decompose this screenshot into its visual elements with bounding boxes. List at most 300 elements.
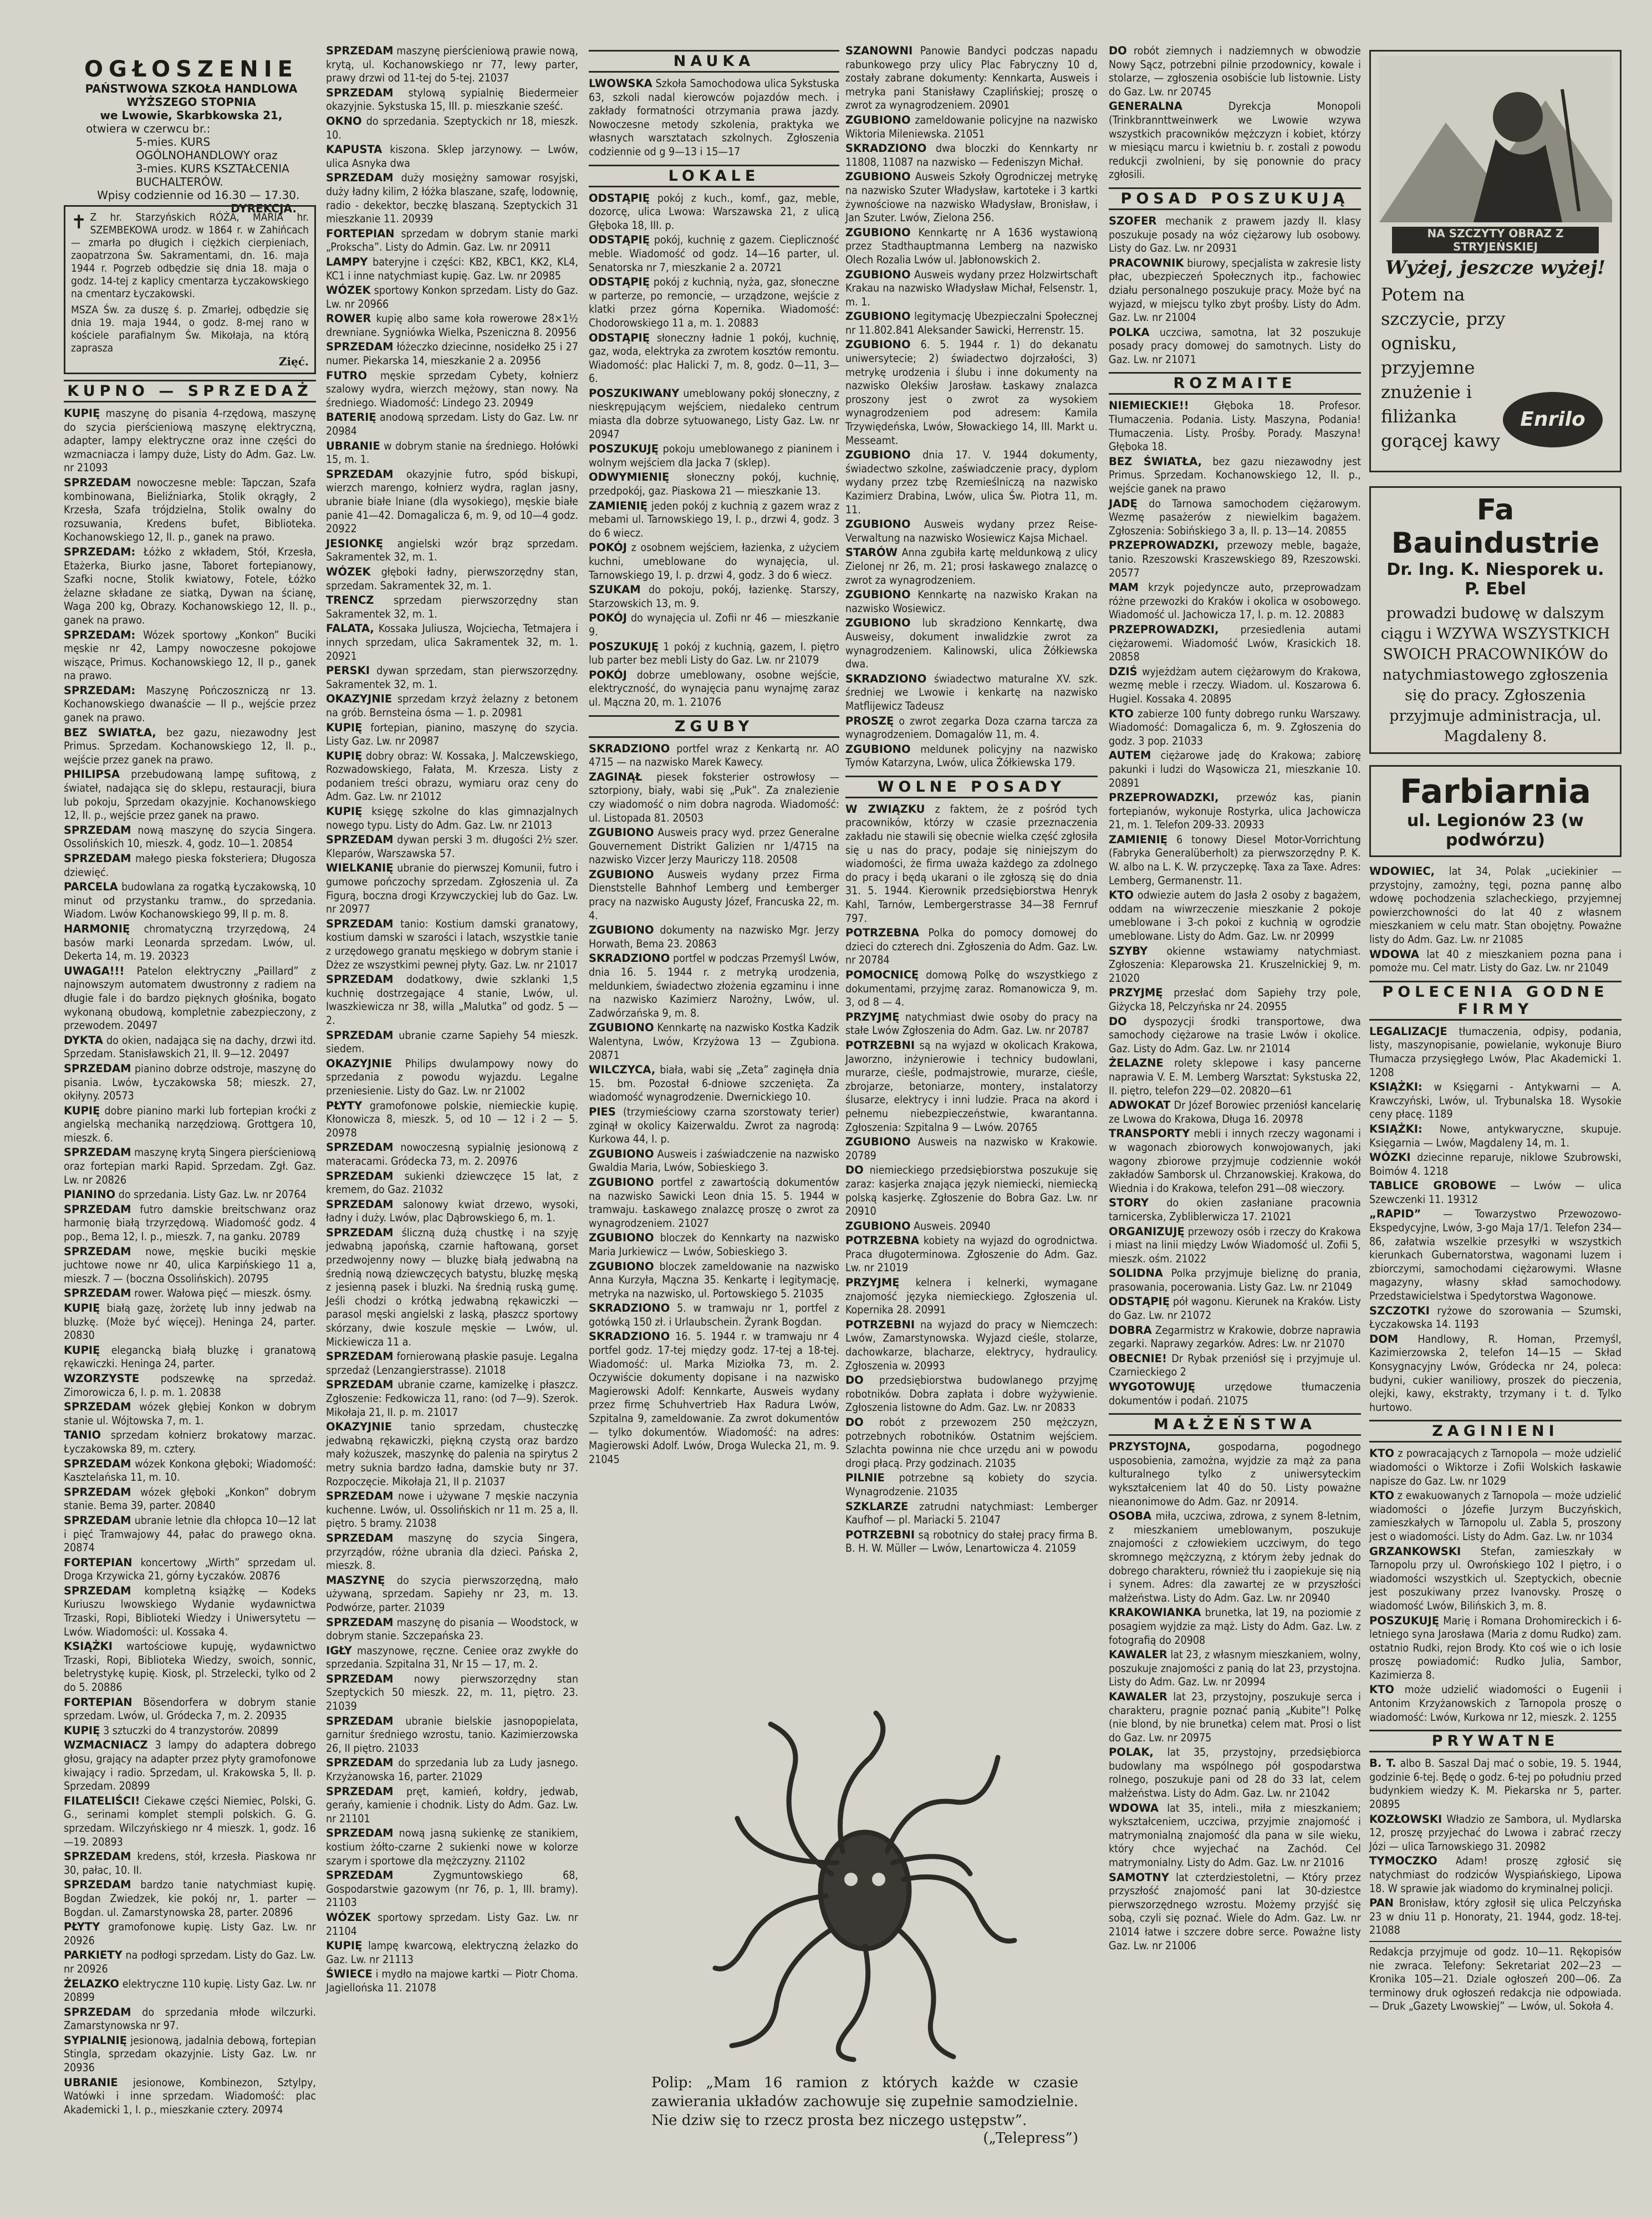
classified-ad — [845, 1500, 1098, 1527]
ad-text: pręt, kamień, kołdry, jedwab, gerańy, kamienie i chodnik. Listy do Adm. Gaz. Lw. nr 21101 — [326, 1785, 578, 1825]
coffee-text: Potem na szczycie, przy ognisku, przyjemne znużenie i filiżanka gorącej kawy — [1381, 284, 1506, 451]
ad-keyword: FALATA, — [326, 622, 374, 635]
ad-text: tłumaczenia, odpisy, podania, listy, maszynopisanie, powielanie, wykonuje Biuro Tłumacza przysięgłego Lwów, Plac Akademicki 1. 1208 — [1369, 1025, 1622, 1079]
ad-keyword: SKRADZIONO — [589, 952, 670, 965]
section-heading-lokale: LOKALE — [589, 165, 839, 187]
ad-keyword: WZORZYSTE — [64, 1372, 140, 1385]
ad-keyword: SPRZEDAM — [326, 1756, 394, 1770]
classified-ad — [326, 440, 578, 467]
classified-ad — [1109, 889, 1361, 943]
ad-keyword: SPRZEDAM — [64, 1202, 131, 1216]
ad-keyword: SPRZEDAM — [326, 1350, 394, 1363]
classified-ad — [589, 192, 839, 233]
ads-list-polecenia — [1369, 1025, 1622, 1415]
ad-keyword: KUPIĘ — [326, 749, 363, 762]
ad-keyword: KTO — [1109, 889, 1134, 902]
ad-keyword: KUPIĘ — [64, 1302, 100, 1314]
classified-ad — [845, 1220, 1098, 1234]
ad-text: z ewakuowanych z Tarnopola — może udzielić wiadomości o Józefie Jurzym Buczyńskich, zamieszkałych w Tarnopolu ul. Zabla 5, proszony jest o wiadomości. Listy do Adm. Gaz. Lw. nr 1034 — [1369, 1489, 1622, 1543]
ads-list-col5-top — [1109, 44, 1361, 182]
farbiarnia-ad — [1369, 765, 1622, 857]
coffee-caption: NA SZCZYTY OBRAZ Z STRYJEŃSKIEJ — [1392, 227, 1599, 253]
ad-text: Ausweis. 20940 — [914, 1219, 991, 1232]
ad-keyword: SPRZEDAM — [326, 1028, 394, 1042]
ad-keyword: ROWER — [326, 312, 371, 325]
ad-text: piesek foksterier ostrowłosy — sztorpiony, biały, wabi się „Puk”. Za znalezienie czy wiadomość o nim dobra nagroda. Wiadomość: ul. Listopada 81. 20503 — [589, 770, 839, 824]
classified-ad — [326, 468, 578, 536]
ad-text: Maszynę Pończoszniczą nr 13. Kochanowskiego dwanaście — II p., wejście przez ganek na prawo. — [64, 684, 316, 725]
ad-keyword: MASZYNĘ — [326, 1573, 385, 1587]
classified-ad — [64, 1203, 316, 1244]
ad-keyword: SPRZEDAM — [326, 1531, 394, 1545]
ad-keyword: GENERALNA — [1109, 100, 1182, 113]
ad-text: Anna zgubiła kartę meldunkową z ulicy Zielonej nr 26, m. 21; prosi łaskawego znalazcę o zwrot za wynagrodzeniem. — [845, 546, 1098, 587]
ad-keyword: JESIONKĘ — [326, 537, 384, 550]
classified-ad — [1109, 749, 1361, 790]
classified-ad — [1109, 215, 1361, 256]
ad-text: Bösendorfera w dobrym stanie sprzedam. Lwów, ul. Gródecka 7, m. 2. 20935 — [64, 1695, 316, 1722]
ads-list-malzenstwa — [1109, 1440, 1361, 1953]
classified-ad — [326, 1141, 578, 1168]
ad-keyword: SZOFER — [1109, 214, 1157, 227]
classified-ad — [326, 312, 578, 339]
ad-text: robót ziemnych i nadziemnych w obwodzie Nowy Sącz, potrzebni pilnie przodownicy, kowale i stolarze, — zgłoszenia osobiście lub listownie. Listy do Gaz. Lw. nr 20745 — [1109, 44, 1361, 98]
classified-ad — [845, 114, 1098, 141]
classified-ad — [589, 276, 839, 330]
classified-ad — [845, 1528, 1098, 1556]
ad-keyword: ZGUBIONO — [845, 310, 911, 323]
announcement-line: 5-mies. KURS OGÓLNOHANDLOWY oraz — [136, 135, 278, 162]
column-2 — [326, 44, 578, 1996]
ad-keyword: PROSZĘ — [845, 714, 894, 727]
ad-text: z powracających z Tarnopola — może udzielić wiadomości o Wiktorze i Zofii Wolskich łaskawie napisze do Gaz. Lw. nr 1029 — [1369, 1447, 1622, 1487]
ad-keyword: KAPUSTA — [326, 143, 383, 156]
classified-ad — [1369, 1081, 1622, 1122]
ad-keyword: ZGUBIONO — [845, 268, 911, 281]
ad-keyword: ZGUBIONO — [845, 449, 911, 462]
ad-keyword: OKAZYJNIE — [326, 1057, 392, 1070]
ad-text: do okien, nadająca się na dachy, drzwi itd. Sprzedam. Stanisławskich 21, II. 9—12. 20497 — [64, 1033, 316, 1061]
ad-keyword: JADĘ — [1109, 497, 1138, 510]
ad-keyword: SPRZEDAM — [326, 1869, 394, 1882]
ad-keyword: BEZ ŚWIATŁA, — [1109, 455, 1202, 468]
classified-ad — [1109, 1440, 1361, 1508]
ad-keyword: SPRZEDAM — [64, 1457, 131, 1470]
ad-text: przewóz kas, pianin fortepianów, wykonuje Rostyrka, ulica Jachowicza 21, m. 1. Telefon 209-33. 20933 — [1109, 791, 1361, 832]
classified-ad — [845, 1011, 1098, 1038]
ad-keyword: SPRZEDAM — [326, 1827, 394, 1840]
ad-keyword: PIANINO — [64, 1188, 116, 1201]
classified-ad — [845, 170, 1098, 225]
ad-keyword: WYGOTOWUJĘ — [1109, 1380, 1196, 1394]
ads-list-col6-top — [1369, 865, 1622, 975]
section-heading-malzenstwa: MAŁŻEŃSTWA — [1109, 1413, 1361, 1436]
classified-ad — [1369, 1545, 1622, 1613]
ad-text: zabierze 100 funty dobrego runku Warszawy. Wiadomość: Domagalicza 6, m. 9. Zgłoszenia do godz. 3 pop. 21033 — [1109, 707, 1361, 747]
ad-keyword: POTRZEBNI — [845, 1318, 915, 1331]
ad-keyword: „RAPID” — [1369, 1207, 1421, 1221]
ad-text: sukienki dziewczęce 15 lat, z kremem, do Gaz. 21032 — [326, 1169, 578, 1196]
ad-text: krzyk pojedyncze auto, przeprowadzam różne przewozki do Kraków i okolica w osobowego. Wiadomość ul. Jachowicza 17, I. p. m. 12. 20883 — [1109, 581, 1361, 621]
ad-text: śliczną dużą chustkę i na szyję jedwabną japońską, czarnie haftowaną, gorset przedwojenny nowy — bluzkę białą jedwabną na średnią nową dziewczęcych batystu, bluzkę męską z jesienną pasek i bluzki. Na średnią ruską gumę. Jeśli chodzi o krótką jedwabną rękawiczki — parasol męski angielski z laską, płaszcz sportowy skórzany, dwie koszule męskie — Lwów, ul. Mickiewicza 11 a. — [326, 1226, 578, 1348]
obituary-mass: MSZA Św. za duszę ś. p. Zmarłej, odbędzie się dnia 19. maja 1944, o godz. 8-mej rano w kościele parafialnym Św. Mikołaja, na którą zaprasza — [71, 304, 309, 354]
ad-keyword: POKÓJ — [589, 611, 627, 625]
classified-ad — [1369, 1304, 1622, 1332]
ad-text: są na wyjazd w okolicach Krakowa, Jaworzno, inżynierowie i technicy budowlani, murarze, cieśle, podmajstrowie, murarze, cieśle, zbrojarze, betoniarze, montery, instalatorzy ślusarze, elektrycy i inni ludzie. Praca na akord i pełnemu niebezpieczeństwie, kwarantanna. Zgłoszenia: Szpitalna 9 — Lwów. 20765 — [845, 1038, 1098, 1134]
ad-text: do sprzedania. Szeptyckich nr 18, mieszk. 10. — [326, 114, 578, 141]
ad-text: Głęboka 18. Profesor. Tłumaczenia. Podania. Listy. Maszyna, Podania! Tłumaczenia. Listy. Prośby. Porady. Maszyna! Głęboka 18. — [1109, 399, 1361, 453]
ad-keyword: PARCELA — [64, 880, 118, 894]
classified-ad — [1109, 497, 1361, 538]
ad-keyword: BEZ SWIATŁA, — [64, 726, 156, 739]
ad-keyword: PERSKI — [326, 664, 370, 677]
ad-text: futro damskie breitschwanz oraz harmonię białą trzyrzędową. Wiadomość godz. 4 pop., Bema 12, I. p., mieszk. 7, na ganku. 20789 — [64, 1202, 316, 1243]
classified-ad — [64, 1978, 316, 2005]
classified-ad — [589, 868, 839, 923]
classified-ad — [1109, 539, 1361, 580]
ad-keyword: DO — [845, 1374, 864, 1387]
classified-ad — [64, 1584, 316, 1639]
ad-keyword: FORTEPIAN — [326, 227, 395, 240]
ad-text: i mydło na majowe kartki — Piotr Choma. Jagiellońska 11. 21078 — [326, 1968, 578, 1994]
column-4 — [845, 44, 1098, 1557]
ad-text: mebli i innych rzeczy wagonami i w wagonach zbiorowych konwojowanych, jaki wagony zbiorowe przyjmuje codziennie wokół zakładów Samborsk ul. Chrzanowskiej. Krakowa, do Wiednia i do Krakowa, telefon 291—08 wieczory. — [1109, 1127, 1362, 1195]
ad-keyword: PRACOWNIK — [1109, 256, 1184, 269]
ad-keyword: HARMONIĘ — [64, 922, 130, 935]
ad-keyword: TANIO — [64, 1429, 101, 1442]
ad-keyword: SPRZEDAM — [326, 1378, 394, 1392]
ad-text: (trzymieściowy czarna szorstowaty terier) zginął w okolicy Kaizerwaldu. Zwrot za nagrodą: Kurkowa 44, I. p. — [589, 1105, 839, 1146]
ad-keyword: SKRADZIONO — [845, 142, 927, 155]
ad-text: wózek Konkona głęboki; Wiadomość: Kasztelańska 11, m. 10. — [64, 1457, 316, 1484]
classified-ad — [64, 824, 316, 851]
ad-text: dobry obraz: W. Kossaka, J. Malczewskiego, Rozwadowskiego, Fałata, M. Krzesza. Listy z podaniem treści obrazu, wymiaru oraz ceny do Adm. Gaz. Lw. nr 21012 — [326, 749, 579, 803]
classified-ad — [1109, 1606, 1361, 1647]
classified-ad — [1369, 948, 1622, 975]
classified-ad — [1109, 44, 1361, 99]
ad-keyword: ZGUBIONO — [589, 1021, 654, 1034]
obituary-text: Z hr. Starzyńskich RÓŻA, MARIA hr. SZEMBEKOWA urodz. w 1864 r. w Zahińcach — zmarła po długich i ciężkich cierpieniach, zaopatrzona Św. Sakramentami, dn. 16. maja 1944 r. Pogrzeb odbędzie się dnia 18. maja o godz. 14-tej z kaplicy cmentarza Łyczakowskiego na cmentarz Łyczakowski. — [71, 211, 309, 300]
classified-ad — [1369, 1897, 1622, 1938]
ad-text: do okien zasłaniane pracownia tarnicerska, Zybliblerwicza 17. 21021 — [1109, 1196, 1361, 1223]
ad-keyword: ZGUBIONO — [845, 338, 911, 351]
ad-text: Ausweis pracy wyd. przez Generalne Gouvernement Distrikt Galizien nr 1/4715 na nazwisko Vizcer Jerzy Mauriczy 118. 20508 — [589, 826, 839, 867]
classified-ad — [64, 923, 316, 964]
ad-text: urzędowe tłumaczenia dokumentów i podań. 21075 — [1109, 1380, 1361, 1407]
ad-text: do wynajęcia ul. Zofii nr 46 — mieszkanie 9. — [589, 611, 839, 638]
ad-keyword: SPRZEDAM — [326, 1714, 394, 1727]
ad-text: meldunek policyjny na nazwisko Tymów Katarzyna, Lwów, ulica Żółkiewska 179. — [845, 742, 1098, 769]
classified-ad — [589, 1260, 839, 1301]
ad-keyword: SPRZEDAM — [326, 171, 394, 185]
classified-ad — [1109, 986, 1361, 1013]
ad-text: nową maszynę do szycia Singera. Ossolińskich 10, mieszk. 4, godz. 10—1. 20854 — [64, 823, 316, 850]
classified-ad — [589, 826, 839, 867]
classified-ad — [845, 518, 1098, 545]
ad-text: bez gazu, niezawodny Jest Primus. Sprzedam. Kochanowskiego 12, II. p., wejście przez ganek na prawo. — [64, 726, 316, 766]
classified-ad — [64, 1302, 316, 1343]
classified-ad — [64, 1188, 316, 1202]
ad-keyword: ŚWIECE — [326, 1968, 373, 1981]
classified-ad — [589, 1330, 839, 1466]
ad-text: maszynę do pisania 4-rzędową, maszynę do szycia pierścieniową maszynę elektryczną, adapter, lampy elektryczne oraz inne części do wzmacniacza i lampy duże, Listy do Adm. Gaz. Lw. nr 21093 — [64, 407, 316, 475]
classified-ad — [589, 1063, 839, 1104]
classified-ad — [1109, 1015, 1361, 1056]
ad-text: okienne wstawiamy natychmiast. Zgłoszenia: Kleparowska 21. Kruszelnickiej 9, m. 21020 — [1109, 944, 1361, 985]
classified-ad — [64, 1034, 316, 1061]
classified-ad — [845, 1039, 1098, 1134]
classified-ad — [1369, 1813, 1622, 1854]
ad-text: Adam! proszę zgłosić się natychmiast do rodziców Wyspiańskiego, Lipowa 18. W sprawie jak wiadomo do kryminalnej policji. — [1369, 1854, 1622, 1895]
classified-ad — [845, 226, 1098, 267]
ad-text: gospodarna, pogodnego usposobienia, zamożna, wyjdzie za mąż za pana kulturalnego tylko z uniwersyteckim wykształceniem lat 40 do 50. Listy poważne nieanonimowe do Adm. Gaz. nr 20914. — [1109, 1440, 1361, 1508]
ad-text: Polka przyjmuje bieliznę do prania, prasowania, pocerowania. Listy Gaz. Lw. nr 21049 — [1109, 1267, 1361, 1293]
classified-ad — [326, 1673, 578, 1714]
ad-text: koncertowy „Wirth” sprzedam ul. Droga Krzywicka 21, górny Łyczaków. 20876 — [64, 1556, 316, 1583]
ad-text: lub skradziono Kennkartę, dwa Ausweisy, dokument inwalidzkie zwrot za wynagrodzeniem. Kalinowski, ulica Żółkiewska dwa. — [845, 616, 1098, 671]
ad-text: bateryjne i części: KB2, KBC1, KK2, KL4, KC1 i inne natychmiast kupię. Gaz. Lw. nr 20985 — [326, 255, 578, 282]
classified-ad — [1109, 1324, 1361, 1351]
classified-ad — [589, 500, 839, 541]
classified-ad — [1109, 1127, 1361, 1195]
ad-keyword: PRZEPROWADZKI, — [1109, 539, 1219, 552]
ad-keyword: KUPIĘ — [326, 721, 363, 734]
classified-ad — [1109, 399, 1361, 453]
bauindustrie-title: Fa Bauindustrie — [1391, 493, 1600, 560]
ad-text: Patelon elektryczny „Paillard” z najnowszym automatem dwustronny z radiem na długie fale i do bardzo pięknych głośnika, bogato wykonaną obudową, kompletnie zabezpieczony, z przewodem. 20497 — [64, 964, 316, 1032]
classified-ad — [1109, 707, 1361, 748]
classified-ad — [64, 1949, 316, 1976]
ad-keyword: WILCZYCA, — [589, 1063, 656, 1077]
ad-text: Władzio ze Sambora, ul. Mydlarska 12, proszę przyjechać do Lwowa i zabrać rzeczy Józi — ulica Tarnowskiego 31. 20982 — [1369, 1812, 1622, 1853]
classified-ad — [1109, 581, 1361, 622]
classified-ad — [64, 1344, 316, 1371]
ad-keyword: SZKLARZE — [845, 1500, 909, 1513]
ad-text: głęboki ładny, pierwszorzędny stan, sprzedam. Sakramentek 32, m. 1. — [326, 565, 578, 592]
ad-keyword: SPRZEDAM — [64, 1584, 131, 1597]
ad-keyword: SPRZEDAM — [326, 1169, 394, 1183]
ad-keyword: ZGUBIONO — [589, 1231, 654, 1245]
ad-text: lat 40 z mieszkaniem pozna pana i pomoże mu. Cel matr. Listy do Gaz. Lw. nr 21049 — [1369, 947, 1622, 975]
ad-text: Polka do pomocy domowej do dzieci do czterech dni. Zgłoszenia do Adm. Gaz. Lw. nr 20784 — [845, 926, 1098, 967]
ad-text: świadectwo maturalne XV. szk. średniej we Lwowie i kenkartę na nazwisko Matflijewicz Tadeusz — [845, 672, 1098, 712]
ad-text: ciężarowe jadę do Krakowa; zabiorę pakunki i ludzi do Wąsowicza 21, mieszkanie 10. 20891 — [1109, 749, 1361, 789]
ad-text: Bronisław, który zgłosił się ulica Pelczyńska 23 w dniu 11 p. Honoraty, 21. 1944, godz. 18-tej. 21088 — [1369, 1897, 1622, 1937]
ad-text: pianino dobrze odstroje, maszynę do pisania. Lwów, Łyczakowska 58; mieszk. 27, okiłyny. 20573 — [64, 1062, 316, 1103]
ad-keyword: ZGUBIONO — [589, 826, 654, 839]
ads-list-kupno-2 — [326, 44, 578, 1995]
bauindustrie-ad — [1369, 486, 1622, 754]
ad-keyword: POTRZEBNA — [845, 926, 919, 940]
ad-keyword: STORY — [1109, 1196, 1149, 1210]
classified-ad — [64, 1850, 316, 1877]
classified-ad — [1109, 455, 1361, 496]
ad-text: do sprzedania młode wilczurki. Zamarstynowska nr 97. — [64, 2005, 316, 2032]
ad-keyword: FUTRO — [326, 369, 368, 382]
ad-keyword: PRZYJMĘ — [845, 1010, 900, 1023]
ad-keyword: ZAGINĄŁ — [589, 770, 643, 783]
classified-ad — [1369, 1614, 1622, 1683]
ad-text: nowe, męskie buciki męskie juchtowe nowe nr 40, ulica Karpińskiego 11 a, mieszk. 7 — (boczna Ossolińskich). 20795 — [64, 1245, 316, 1285]
ad-text: ubranie czarne Sapiehy 54 mieszk. siedem. — [326, 1028, 578, 1056]
ad-keyword: SPRZEDAM — [64, 1062, 131, 1075]
ad-keyword: SPRZEDAM: — [64, 545, 136, 558]
ad-keyword: KRAKOWIANKA — [1109, 1606, 1201, 1619]
ad-keyword: LAMPY — [326, 255, 368, 268]
ad-keyword: ZGUBIONO — [845, 170, 911, 184]
classified-ad — [326, 284, 578, 311]
ad-keyword: ORGANIZUJĘ — [1109, 1225, 1185, 1238]
ad-keyword: DO — [1109, 1015, 1127, 1028]
classified-ad — [1109, 257, 1361, 325]
ad-keyword: BATERIĘ — [326, 411, 376, 424]
classified-ad — [326, 537, 578, 564]
ad-text: pokój z kuch., komf., gaz, meble, dozorcę, ulica Lwowa: Warszawska 21, z ulicą Głęboka 18, III. p. — [589, 191, 839, 232]
ad-keyword: WDOWA — [1109, 1801, 1159, 1815]
ad-text: dodatkowy, dwie szklanki 1,5 kuchnię dostrzegające 4 stanie, Lwów, ul. Iwaszkiewicza nr 38, willa „Malutka” od godz. 5 — 2. — [326, 973, 578, 1027]
classified-ad — [326, 1911, 578, 1938]
ad-keyword: KSIĄŻKI — [64, 1640, 113, 1653]
ad-keyword: KUPIĘ — [326, 1939, 363, 1953]
ad-text: rolety sklepowe i kasy pancerne naprawia V. E. M. Lemberg Warsztat: Sykstuska 22, II. piętro, telefon 229—02. 20820—61 — [1109, 1057, 1361, 1097]
section-heading-nauka: NAUKA — [589, 50, 839, 73]
ad-text: pół wagonu. Kierunek na Kraków. Listy do Gaz. Lw. nr 21072 — [1109, 1295, 1361, 1322]
ad-text: do pokoju, pokój, łazienkę. Starszy, Starzowskich 13, m. 9. — [589, 583, 839, 610]
classified-ad — [589, 924, 839, 951]
classified-ad — [326, 411, 578, 438]
ad-text: Kennkartę na nazwisko Kostka Kadzik Walentyna, Lwów, Krzyżowa 13 — Zgubiona. 20871 — [589, 1021, 839, 1062]
ad-keyword: ŻELAZNE — [1109, 1057, 1164, 1070]
ad-keyword: KUPIĘ — [64, 407, 100, 420]
section-heading-rozmaite: ROZMAITE — [1109, 372, 1361, 395]
ad-text: maszynę do pisania — Woodstock, w dobrym stanie. Szczepańska 23. — [326, 1615, 578, 1643]
ad-keyword: SPRZEDAM — [64, 476, 131, 489]
column-3 — [589, 44, 839, 1467]
divider — [1369, 1941, 1622, 1942]
classified-ad — [326, 1574, 578, 1615]
classified-ad — [64, 1878, 316, 1919]
classified-ad — [1109, 1352, 1361, 1379]
ad-keyword: PRZEPROWADZKI, — [1109, 791, 1219, 804]
ad-keyword: OSOBA — [1109, 1510, 1152, 1523]
ad-text: Ausweis na nazwisko w Krakowie. 20789 — [845, 1135, 1098, 1162]
ad-keyword: SPRZEDAM — [64, 2005, 131, 2019]
ad-text: nowoczesną sypialnię jesionową z materacami. Gródecka 73, m. 2. 20976 — [326, 1141, 578, 1168]
classified-ad — [1109, 1510, 1361, 1605]
classified-ad — [64, 1514, 316, 1555]
ad-keyword: OKNO — [326, 114, 362, 128]
ads-list-zguby-2 — [845, 44, 1098, 770]
classified-ad — [845, 926, 1098, 967]
ad-keyword: TRENCZ — [326, 594, 374, 607]
ad-keyword: UWAGA!!! — [64, 964, 125, 977]
ad-text: jesionowe, Kombinezon, Sztylpy, Watówki i inne sprzedam. Wiadomość: plac Akademicki 1, I. p., mieszkanie cztery. 20974 — [64, 2076, 316, 2116]
ad-text: biurowy, specjalista w zakresie listy płac, ubezpieczeń Społecznych itp., fachowiec działu personalnego poszukuje pracy. Może być na wyjazd, w miejscu tylko zbyt prośby. Listy do Adm. Gaz. Lw. nr 21004 — [1109, 256, 1361, 324]
classified-ad — [326, 862, 578, 916]
ad-keyword: ZGUBIONO — [845, 1135, 911, 1149]
coffee-ad — [1369, 50, 1622, 472]
ad-text: duży mosiężny samowar rosyjski, duży ładny kilim, 2 łóżka blaszane, szafę, lodownię, radio - dekektor, beczkę blaszaną. Szeptyckich 31 mieszkanie 11. 20939 — [326, 171, 578, 226]
ad-text: miła, uczciwa, zdrowa, z synem 8-letnim, z mieszkaniem umeblowanym, poszukuje znajomości z człowiekiem uczciwym, do tego skromnego mężczyzną, z którym żeby jednak do dobrego charakteru, również tłu i zaopiekuje się nią i synem. Adres: dla zawartej ze w przyszłości małżeństwa. Listy do Adm. Gaz. Lw. nr 20940 — [1109, 1510, 1361, 1604]
ad-keyword: POSZUKUJĘ — [589, 442, 659, 456]
ad-text: przesiedlenia autami ciężarowemi. Wiadomość Lwów, Krasickich 18. 20858 — [1109, 623, 1361, 664]
ad-text: nowoczesne meble: Tapczan, Szafa kombinowana, Bieliźniarka, Stolik okrągły, 2 Krzesła, Szafa trójdzielna, Stolik owalny do rozsuwania, Kredens bufet, Biblioteka. Kochanowskiego 12, II. p., ganek na prawo. — [64, 476, 316, 544]
ad-text: podszewkę na sprzedaż. Zimorowicza 6, I. p. m. 1. 20838 — [64, 1372, 316, 1399]
ad-text: Zygmuntowskiego 68, Gospodarstwie gazowym (nr 76, p. 1, III. bramy). 21103 — [326, 1869, 578, 1909]
ad-keyword: POKÓJ — [589, 541, 627, 554]
ad-keyword: DYKTA — [64, 1033, 103, 1047]
ad-keyword: SZCZOTKI — [1369, 1304, 1430, 1317]
announcement-signature: DYREKCJA. — [231, 202, 297, 215]
classified-ad — [845, 969, 1098, 1010]
ad-keyword: ZGUBIONO — [589, 868, 654, 881]
ad-text: Ausweis wydany przez Firma Dienststelle Bahnhof Lemberg und Łemberger pracy na nazwisko Augusty Józef, Francuska 22, m. 4. — [589, 868, 839, 922]
ad-keyword: PILNIE — [845, 1471, 885, 1485]
ad-text: przedsiębiorstwa budowlanego przyjmę robotników. Dobra zapłata i dobre wyżywienie. Zgłoszenia listowne do Adm. Gaz. Lw. nr 20833 — [845, 1374, 1098, 1414]
classified-ad — [64, 1556, 316, 1583]
classified-ad — [1109, 1099, 1361, 1126]
ad-text: 16. 5. 1944 r. w tramwaju nr 4 portfel godz. 17-tej między godz. 17-tej a 18-tej. Wiadomość: ul. Marka Miziołka 73, m. 2. Oczywiście dokumenty dopisane i na nazwisko Magierowski Adolf: Kennkarte, Ausweis wydany przez firmę Schuhvertrieb Hax Radura Lwów, Szpitalna 9, zameldowanie. Za zwrot dokumentów — tylko dokumentów. Wiadomość: na adres: Magierowski Adolf. Lwów, Droga Wulecka 21, m. 9. 21045 — [589, 1330, 839, 1466]
ad-text: gramofonowe kupię. Listy Gaz. Lw. nr 20926 — [64, 1920, 316, 1947]
classified-ad — [326, 1378, 578, 1419]
classified-ad — [326, 1198, 578, 1225]
ad-text: na podłogi sprzedam. Listy do Gaz. Lw. nr 20926 — [64, 1949, 316, 1975]
ad-text: dobrze umeblowany, osobne wejście, elektryczność, do wynajęcia panu wynajmę zaraz ul. Mączna 20, m. 1. 21076 — [589, 668, 839, 709]
ad-text: Handlowy, R. Homan, Przemyśl, Kazimierzowska 2, telefon 14—15 — Skład Konsygnacyjny Lwów, Gródecka nr 24, poleca: budyni, cukier waniliowy, proszek do pieczenia, olejki, kawy, ekstrakty, trzymany i t. d. Tylko hurtowo. — [1369, 1332, 1622, 1414]
announcement-line: we Lwowie, Skarbkowska 21, — [100, 109, 283, 122]
ad-text: odwiezie autem do Jasła 2 osoby z bagażem, oddam na wiwrzeczenie mieszkanie 2 pokoje umeblowane i 3-ch pokoi z kuchnią w ogrodzie umeblowane. Listy do Adm. Gaz. Lw. nr 20999 — [1109, 889, 1361, 943]
ad-keyword: SZANOWNI — [845, 44, 913, 57]
classified-ad — [1369, 1151, 1622, 1178]
ad-keyword: PHILIPSA — [64, 768, 120, 781]
classified-ad — [589, 771, 839, 825]
classified-ad — [589, 1176, 839, 1230]
classified-ad — [845, 546, 1098, 587]
classified-ad — [326, 1350, 578, 1377]
ad-text: Ausweis wydany przez Reise-Verwaltung na nazwisko Wosiewicz Kajsa Michael. — [845, 518, 1098, 544]
classified-ad — [1109, 1295, 1361, 1322]
ad-text: zatrudni natychmiast: Lemberger Kaufhof — pl. Mariacki 5. 21047 — [845, 1500, 1098, 1527]
ad-keyword: PRZYJMĘ — [1109, 986, 1163, 1000]
classified-ad — [64, 1400, 316, 1428]
column-1 — [64, 50, 319, 215]
ad-keyword: OKAZYJNIE — [326, 692, 392, 706]
ad-text: słoneczny ładnie 1 pokój, kuchnię, gaz, woda, elektryka za zwrotem kosztów remontu. Wiadomość: plac Halicki 7, m. 8, godz. 0—11, 3—6. — [589, 331, 839, 385]
ad-keyword: ZGUBIONO — [845, 588, 911, 602]
classified-ad — [1369, 865, 1622, 947]
mountaineer-illustration — [1379, 56, 1612, 222]
ad-text: przewozy meble, bagaże, tanio. Rzeszowski Kraszewskiego 89, Rzeszowski. 20577 — [1109, 539, 1361, 579]
ad-text: natychmiast dwie osoby do pracy na stałe Lwów Zgłoszenia do Adm. Gaz. Lw. nr 20787 — [845, 1010, 1098, 1037]
ad-keyword: SPRZEDAM — [326, 1785, 394, 1798]
classified-ad — [64, 768, 316, 822]
ad-text: dyspozycji środki transportowe, dwa samochody ciężarowe na trasie Lwów i okolice. Gaz. Listy do Adm. Gaz. Lw. nr 21014 — [1109, 1015, 1361, 1055]
ad-text: Panowie Bandyci podczas napadu rabunkowego przy ulicy Plac Fabryczny 10 d, zostały zabrane dokumenty: Kennkarta, Ausweis i metryka pani Stanisławy Czaplińskiej; proszę o zwrot za wynagrodzeniem. 20901 — [845, 44, 1098, 112]
ad-text: pokój, kuchnię z gazem. Ciepliczność meble. Wiadomość od godz. 14—16 parter, ul. Senatorska nr 7, mieszkanie 2 a. 20721 — [589, 233, 839, 274]
classified-ad — [64, 1920, 316, 1948]
ad-text: bloczek zameldowanie na nazwisko Anna Kurzyła, Mączna 35. Kenkartę i legitymację, metryka na nazwisko, ul. Portowskiego 5. 21035 — [589, 1260, 839, 1300]
ad-keyword: PRZEPROWADZKI, — [1109, 623, 1219, 636]
ad-keyword: WIELKANIĘ — [326, 862, 394, 875]
ad-text: o zwrot zegarka Doza czarna tarcza za wynagrodzeniem. Domagalów 11, m. 4. — [845, 714, 1098, 741]
ad-text: księgę szkolne do klas gimnazjalnych nowego typu. Listy do Adm. Gaz. Lw. nr 21013 — [326, 805, 578, 832]
ad-keyword: SAMOTNY — [1109, 1871, 1169, 1884]
ad-keyword: LEGALIZACJE — [1369, 1025, 1447, 1038]
ad-text: lat 23, przystojny, poszukuje serca i charakteru, pragnie poznać panią „Kubite”! Polkę (nie blond, by nie brunetka) celem mat. Prosi o list do Gaz. Lw. nr 20975 — [1109, 1690, 1361, 1744]
classified-ad — [1109, 1648, 1361, 1689]
ad-text: ryżowe do szorowania — Szumski, Łyczakowska 14. 1193 — [1369, 1304, 1622, 1331]
ad-text: dziecinne reparuje, niklowe Szubrowski, Boimów 4. 1218 — [1369, 1151, 1622, 1178]
